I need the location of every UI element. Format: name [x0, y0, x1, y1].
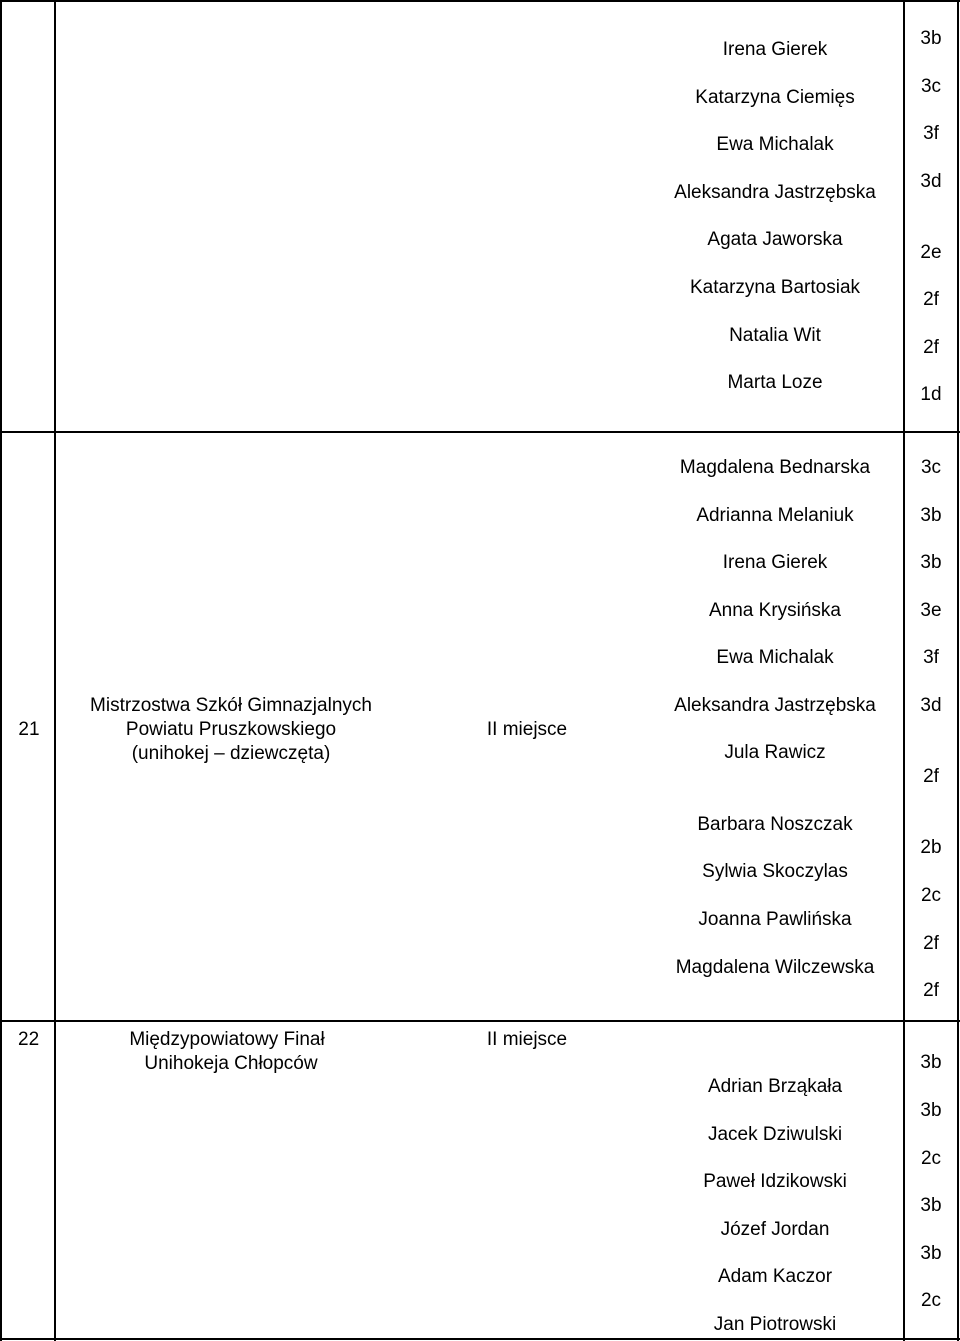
student-name: Jacek Dziwulski — [707, 1124, 843, 1145]
student-name: Aleksandra Jastrzębska — [674, 695, 876, 716]
class-grade: 2f — [923, 289, 939, 310]
event-name: Mistrzostwa Szkół Gimnazjalnych — [90, 695, 372, 716]
student-name: Ewa Michalak — [716, 134, 834, 155]
class-grade: 2c — [920, 885, 942, 906]
student-name: Adrianna Melaniuk — [696, 505, 854, 526]
class-grade: 2b — [920, 837, 942, 858]
event-name: Powiatu Pruszkowskiego — [125, 719, 337, 740]
place-result: II miejsce — [486, 719, 568, 740]
class-grade: 3d — [920, 695, 942, 716]
student-name: Józef Jordan — [720, 1219, 830, 1240]
student-name: Anna Krysińska — [708, 600, 842, 621]
student-name: Katarzyna Ciemięs — [695, 87, 855, 108]
row-divider — [0, 1020, 960, 1022]
event-name: Międzypowiatowy Finał — [129, 1029, 325, 1050]
class-grade: 3b — [920, 1195, 942, 1216]
row-number: 22 — [18, 1029, 40, 1050]
row-divider — [0, 431, 960, 433]
student-name: Marta Loze — [727, 372, 823, 393]
student-name: Katarzyna Bartosiak — [689, 277, 861, 298]
class-grade: 3f — [923, 647, 939, 668]
class-grade: 3b — [920, 28, 942, 49]
class-grade: 3b — [920, 552, 942, 573]
student-name: Adrian Brząkała — [707, 1076, 843, 1097]
column-divider — [903, 0, 905, 1341]
class-grade: 3e — [920, 600, 942, 621]
row-number: 21 — [18, 719, 40, 740]
student-name: Jula Rawicz — [724, 742, 826, 763]
student-name: Aleksandra Jastrzębska — [674, 182, 876, 203]
table-border-bottom — [0, 1338, 960, 1340]
student-name: Joanna Pawlińska — [698, 909, 852, 930]
event-name: Unihokeja Chłopców — [144, 1053, 318, 1074]
class-grade: 2c — [920, 1290, 942, 1311]
student-name: Magdalena Wilczewska — [675, 957, 875, 978]
student-name: Agata Jaworska — [707, 229, 843, 250]
table-border-right — [957, 0, 959, 1341]
student-name: Adam Kaczor — [717, 1266, 833, 1287]
student-name: Ewa Michalak — [716, 647, 834, 668]
class-grade: 2f — [923, 337, 939, 358]
class-grade: 2f — [923, 980, 939, 1001]
student-name: Paweł Idzikowski — [703, 1171, 847, 1192]
class-grade: 3c — [920, 76, 942, 97]
student-name: Irena Gierek — [722, 39, 828, 60]
class-grade: 3b — [920, 1052, 942, 1073]
class-grade: 3c — [920, 457, 942, 478]
student-name: Sylwia Skoczylas — [702, 861, 848, 882]
table-border-top — [0, 0, 960, 2]
class-grade: 3b — [920, 1243, 942, 1264]
class-grade: 2f — [923, 766, 939, 787]
event-name: (unihokej – dziewczęta) — [131, 743, 331, 764]
class-grade: 3f — [923, 123, 939, 144]
student-name: Irena Gierek — [722, 552, 828, 573]
class-grade: 2e — [920, 242, 942, 263]
student-name: Magdalena Bednarska — [679, 457, 871, 478]
student-name: Natalia Wit — [729, 325, 821, 346]
class-grade: 3b — [920, 505, 942, 526]
class-grade: 2c — [920, 1148, 942, 1169]
class-grade: 3d — [920, 171, 942, 192]
class-grade: 3b — [920, 1100, 942, 1121]
class-grade: 1d — [920, 384, 942, 405]
class-grade: 2f — [923, 933, 939, 954]
table-border-left — [0, 0, 2, 1341]
student-name: Jan Piotrowski — [713, 1314, 837, 1335]
column-divider — [54, 0, 56, 1341]
place-result: II miejsce — [486, 1029, 568, 1050]
student-name: Barbara Noszczak — [697, 814, 853, 835]
